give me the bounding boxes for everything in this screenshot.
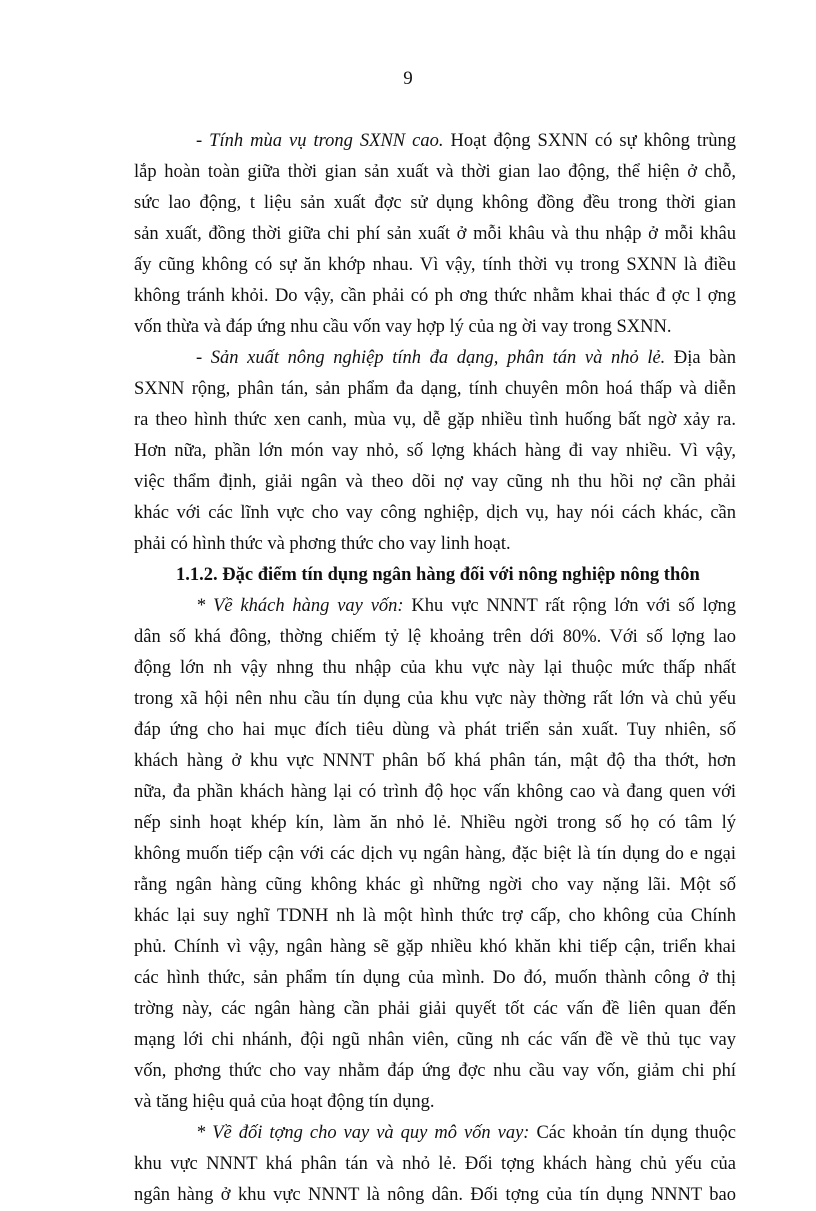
text-line: nữa, đa phần khách hàng lại có trình độ học vấn không cao và đang quen với <box>134 782 736 802</box>
text-line: mạng lới chi nhánh, đội ngũ nhân viên, cũng nh các vấn đề về thủ tục vay <box>134 1030 736 1050</box>
body-text <box>134 126 736 1211</box>
text-line: phải có hình thức và phơng thức cho vay linh hoạt. <box>134 534 511 554</box>
text-line: sản xuất, đồng thời giữa chi phí sản xuất ở mỗi khâu và thu nhập ở mỗi khâu <box>134 224 736 244</box>
text-span: Các khoản tín dụng thuộc <box>529 1123 736 1143</box>
paragraph-lead: - Sản xuất nông nghiệp tính đa dạng, phân tán và nhỏ lẻ. <box>196 348 666 368</box>
text-span: Khu vực NNNT rất rộng lớn với số lợng <box>403 596 736 616</box>
section-heading: 1.1.2. Đặc điểm tín dụng ngân hàng đối với nông nghiệp nông thôn <box>176 565 700 585</box>
text-line: SXNN rộng, phân tán, sản phẩm đa dạng, tính chuyên môn hoá thấp và diễn <box>134 379 736 399</box>
text-line: trong xã hội nên nhu cầu tín dụng của khu vực này thờng rất lớn và chủ yếu <box>134 689 736 709</box>
text-line: việc thẩm định, giải ngân và theo dõi nợ vay cũng nh thu hồi nợ cần phải <box>134 472 736 492</box>
text-line <box>134 343 736 374</box>
text-line: không muốn tiếp cận với các dịch vụ ngân hàng, đặc biệt là tín dụng do e ngại <box>134 844 736 864</box>
text-line: không tránh khỏi. Do vậy, cần phải có ph ơng thức nhằm khai thác đ ợc l ợng <box>134 286 736 306</box>
text-line: ngân hàng ở khu vực NNNT là nông dân. Đối tợng của tín dụng NNNT bao <box>134 1185 736 1205</box>
text-line: rằng ngân hàng cũng không khác gì những ngời cho vay nặng lãi. Một số <box>134 875 736 895</box>
text-line: ấy cũng không có sự ăn khớp nhau. Vì vậy, tính thời vụ trong SXNN là điều <box>134 255 736 275</box>
text-line: động lớn nh vậy nhng thu nhập của khu vực này lại thuộc mức thấp nhất <box>134 658 736 678</box>
paragraph-lead: - Tính mùa vụ trong SXNN cao. <box>196 131 444 151</box>
text-line: vốn, phơng thức cho vay nhằm đáp ứng đợc nhu cầu vay vốn, giảm chi phí <box>134 1061 736 1081</box>
text-line: khách hàng ở khu vực NNNT phân bố khá phân tán, mật độ tha thớt, hơn <box>134 751 736 771</box>
paragraph-lead: * Về khách hàng vay vốn: <box>196 596 404 616</box>
text-span: Hoạt động SXNN có sự không trùng <box>443 131 736 151</box>
text-line: trờng này, các ngân hàng cần phải giải quyết tốt các vấn đề liên quan đến <box>134 999 736 1019</box>
text-span: Địa bàn <box>665 348 736 368</box>
text-line: và tăng hiệu quả của hoạt động tín dụng. <box>134 1092 435 1112</box>
text-line: khu vực NNNT khá phân tán và nhỏ lẻ. Đối tợng khách hàng chủ yếu của <box>134 1154 736 1174</box>
text-line: lắp hoàn toàn giữa thời gian sản xuất và thời gian lao động, thể hiện ở chỗ, <box>134 162 736 182</box>
text-line: nếp sinh hoạt khép kín, làm ăn nhỏ lẻ. Nhiều ngời trong số họ có tâm lý <box>134 813 736 833</box>
paragraph-lead: * Về đối tợng cho vay và quy mô vốn vay: <box>196 1123 530 1143</box>
text-line <box>134 126 736 157</box>
text-line: khác với các lĩnh vực cho vay công nghiệp, dịch vụ, hay nói cách khác, cần <box>134 503 736 523</box>
text-line <box>134 591 736 622</box>
text-line: khác lại suy nghĩ TDNH nh là một hình thức trợ cấp, cho không của Chính <box>134 906 736 926</box>
text-line: đáp ứng cho hai mục đích tiêu dùng và phát triển sản xuất. Tuy nhiên, số <box>134 720 736 740</box>
text-line: dân số khá đông, thờng chiếm tỷ lệ khoảng trên dới 80%. Với số lợng lao <box>134 627 736 647</box>
text-line: Hơn nữa, phần lớn món vay nhỏ, số lợng khách hàng đi vay nhiều. Vì vậy, <box>134 441 736 461</box>
text-line: vốn thừa và đáp ứng nhu cầu vốn vay hợp lý của ng ời vay trong SXNN. <box>134 317 672 337</box>
text-line: ra theo hình thức xen canh, mùa vụ, dễ gặp nhiều tình huống bất ngờ xảy ra. <box>134 410 736 430</box>
text-line: sức lao động, t liệu sản xuất đợc sử dụng không đồng đều trong thời gian <box>134 193 736 213</box>
text-line: phủ. Chính vì vậy, ngân hàng sẽ gặp nhiều khó khăn khi tiếp cận, triển khai <box>134 937 736 957</box>
page-number: 9 <box>403 68 413 89</box>
text-line: các hình thức, sản phẩm tín dụng của mình. Do đó, muốn thành công ở thị <box>134 968 736 988</box>
